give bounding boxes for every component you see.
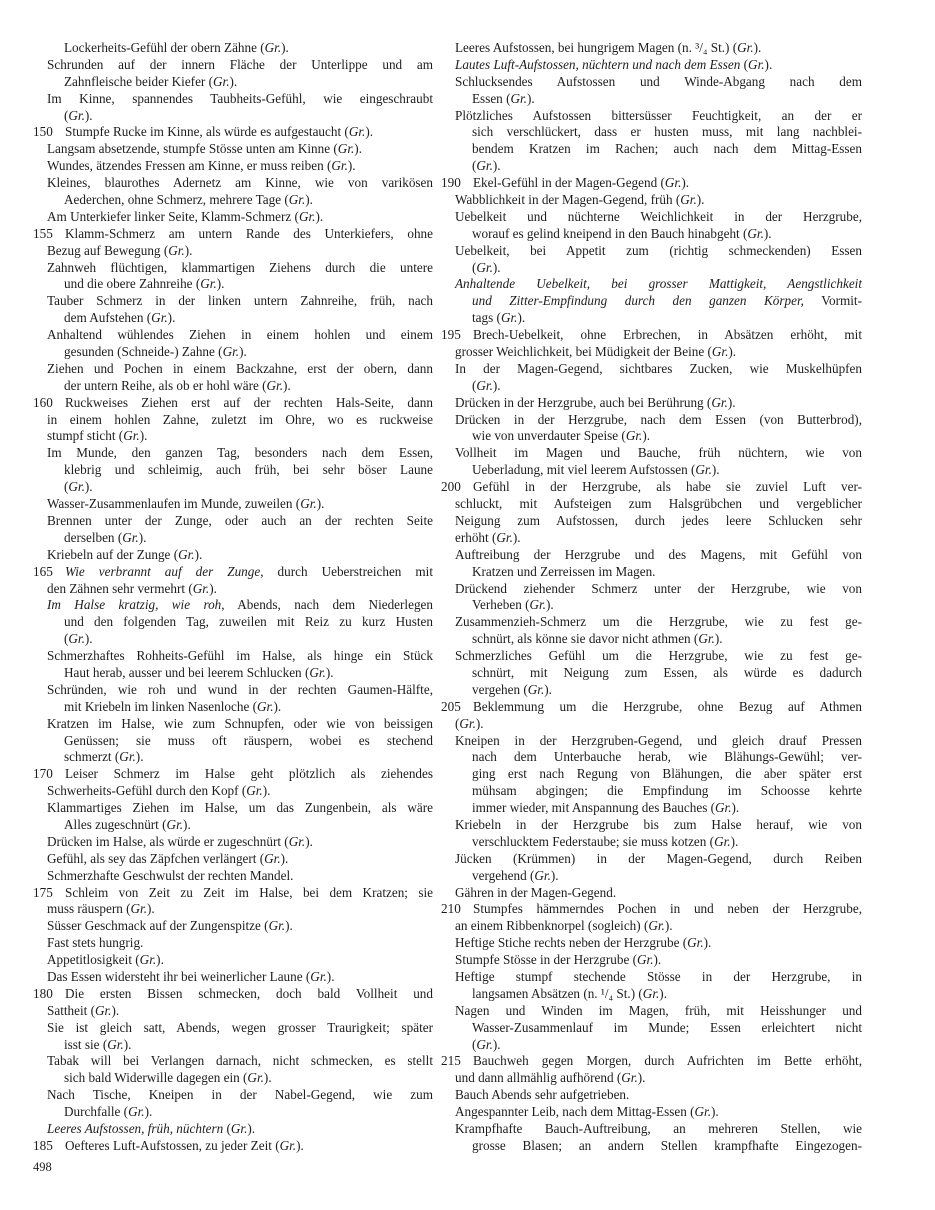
symptom-entry (33, 1087, 433, 1121)
text-line: Schmerzhafte Geschwulst der rechten Mandel. (47, 867, 294, 883)
symptom-entry (33, 918, 433, 935)
text-line: schluckt, mit Aufsteigen zum Halsgrübchen und vergeblicher (455, 496, 862, 512)
symptom-entry (441, 479, 862, 547)
symptom-entry (441, 1104, 862, 1121)
text-line: Alles zugeschnürt (Gr.). (64, 816, 191, 832)
text-line: Brennen unter der Zunge, oder auch an der rechten Seite (47, 512, 433, 528)
symptom-entry (33, 158, 433, 175)
text-line: und dann allmählig aufhörend (Gr.). (455, 1070, 646, 1086)
text-line: 210 Stumpfes hämmerndes Pochen in und neben der Herzgrube, (441, 901, 862, 917)
symptom-entry (441, 445, 862, 479)
text-line: Plötzliches Aufstossen bittersüsser Feuchtigkeit, an der er (455, 107, 862, 123)
text-line: Lautes Luft-Aufstossen, nüchtern und nach dem Essen (Gr.). (455, 56, 773, 72)
text-line: Fast stets hungrig. (47, 935, 144, 951)
symptom-entry (441, 817, 862, 851)
text-line: verschlucktem Federstaube; sie muss kotzen (Gr.). (472, 833, 739, 849)
text-line: Tauber Schmerz in der linken untern Zahnreihe, früh, nach (47, 293, 433, 309)
symptom-entry (441, 243, 862, 277)
symptom-entry (33, 952, 433, 969)
symptom-entry (33, 445, 433, 496)
symptom-entry (33, 361, 433, 395)
symptom-entry (441, 327, 862, 361)
symptom-entry (441, 1003, 862, 1054)
text-line: Kriebeln in der Herzgrube bis zum Halse herauf, wie von (455, 816, 862, 832)
text-line: Kratzen und Zerreissen im Magen. (472, 563, 656, 579)
text-line: Stumpfe Stösse in der Herzgrube (Gr.). (455, 952, 662, 968)
symptom-number: 165 (33, 563, 53, 579)
text-line: 170 Leiser Schmerz im Halse geht plötzlich als ziehendes (33, 766, 433, 782)
text-line: sich verschlückert, dass er husten muss, mit lang nachblei- (472, 124, 862, 140)
text-line: (Gr.). (64, 107, 93, 123)
text-line: Im Munde, den ganzen Tag, besonders nach dem Essen, (47, 445, 433, 461)
text-line: 150 Stumpfe Rucke im Kinne, als würde es aufgestaucht (Gr.). (33, 124, 374, 140)
text-line: Kratzen im Halse, wie zum Schnupfen, oder wie von beissigen (47, 715, 433, 731)
text-line: stumpf sticht (Gr.). (47, 428, 148, 444)
text-line: Wasser-Zusammenlaufen im Munde, zuweilen (Gr.). (47, 496, 325, 512)
text-line: (Gr.). (472, 377, 501, 393)
symptom-entry (441, 276, 862, 327)
text-line: Essen (Gr.). (472, 90, 535, 106)
symptom-entry (33, 91, 433, 125)
text-line: Kleines, blaurothes Adernetz am Kinne, wie von varikösen (47, 175, 433, 191)
symptom-entry (33, 209, 433, 226)
symptom-entry (33, 226, 433, 260)
text-line: Bezug auf Bewegung (Gr.). (47, 242, 193, 258)
symptom-entry (33, 648, 433, 682)
text-line: (Gr.). (472, 1036, 501, 1052)
text-line: grosser Weichlichkeit, bei Müdigkeit der Beine (Gr.). (455, 344, 737, 360)
symptom-number: 215 (441, 1053, 461, 1069)
text-line: Kriebeln auf der Zunge (Gr.). (47, 546, 203, 562)
text-line: Ziehen und Pochen in einem Backzahne, erst der obern, dann (47, 360, 433, 376)
text-line: Im Halse kratzig, wie roh, Abends, nach dem Niederlegen (47, 597, 433, 613)
symptom-number: 180 (33, 985, 53, 1001)
symptom-entry (441, 57, 862, 74)
text-line: 165 Wie verbrannt auf der Zunge, durch Ueberstreichen mit (33, 563, 433, 579)
symptom-entry (33, 851, 433, 868)
text-line: und Zitter-Empfindung durch den ganzen Körper, Vormit- (472, 293, 862, 309)
text-line: Wundes, ätzendes Fressen am Kinne, er muss reiben (Gr.). (47, 158, 356, 174)
text-line: Haut herab, ausser und bei leerem Schlucken (Gr.). (64, 664, 334, 680)
text-line: In der Magen-Gegend, sichtbares Zucken, wie Muskelhüpfen (455, 360, 862, 376)
text-line: 160 Ruckweises Ziehen erst auf der rechten Hals-Seite, dann (33, 394, 433, 410)
text-line: muss räuspern (Gr.). (47, 901, 155, 917)
text-line: Bauch Abends sehr aufgetrieben. (455, 1087, 630, 1103)
symptom-entry (441, 581, 862, 615)
text-line: Klammartiges Ziehen im Halse, um das Zungenbein, als wäre (47, 800, 433, 816)
text-line: Schmerzliches Gefühl um die Herzgrube, wie zu fest ge- (455, 648, 862, 664)
symptom-entry (441, 699, 862, 733)
symptom-entry (441, 969, 862, 1003)
text-line: Krampfhafte Bauch-Auftreibung, an mehreren Stellen, wie (455, 1121, 862, 1136)
text-line: (Gr.). (64, 479, 93, 495)
symptom-entry (441, 192, 862, 209)
text-line: schnürt, als könne sie davor nicht athmen (Gr.). (472, 631, 723, 647)
symptom-entry (441, 648, 862, 699)
text-line: Zahnfleische beider Kiefer (Gr.). (64, 73, 238, 89)
symptom-entry (33, 327, 433, 361)
text-line: Auftreibung der Herzgrube und des Magens, mit Gefühl von (455, 546, 862, 562)
text-line: tags (Gr.). (472, 310, 526, 326)
symptom-entry (33, 124, 433, 141)
text-line: Drückend ziehender Schmerz unter der Herzgrube, wie von (455, 580, 862, 596)
text-line: Nagen und Winden im Magen, früh, mit Heisshunger und (455, 1002, 862, 1018)
symptom-number: 150 (33, 124, 53, 140)
text-line: erhöht (Gr.). (455, 529, 521, 545)
text-line: Heftige stumpf stechende Stösse in der Herzgrube, in (455, 968, 862, 984)
text-line: Durchfalle (Gr.). (64, 1104, 153, 1120)
text-line: Gähren in der Magen-Gegend. (455, 884, 617, 900)
text-line: Leeres Aufstossen, früh, nüchtern (Gr.). (47, 1121, 256, 1136)
symptom-entry (441, 733, 862, 817)
text-line: 185 Oefteres Luft-Aufstossen, zu jeder Zeit (Gr.). (33, 1137, 304, 1153)
text-line: 200 Gefühl in der Herzgrube, als habe sie zuviel Luft ver- (441, 479, 862, 495)
symptom-entry (33, 969, 433, 986)
text-line: Am Unterkiefer linker Seite, Klamm-Schmerz (Gr.). (47, 208, 324, 224)
text-line: Aederchen, ohne Schmerz, mehrere Tage (Gr.). (64, 192, 313, 208)
symptom-entry (33, 175, 433, 209)
symptom-entry (33, 260, 433, 294)
symptom-entry (441, 209, 862, 243)
text-line: Schwerheits-Gefühl durch den Kopf (Gr.). (47, 783, 271, 799)
symptom-entry (441, 361, 862, 395)
text-line: Kneipen in der Herzgruben-Gegend, und gleich drauf Pressen (455, 732, 862, 748)
symptom-entry (441, 74, 862, 108)
text-line: Verheben (Gr.). (472, 597, 554, 613)
text-line: und die obere Zahnreihe (Gr.). (64, 276, 225, 292)
text-line: Ueberladung, mit viel leerem Aufstossen (Gr.). (472, 462, 720, 478)
text-line: 180 Die ersten Bissen schmecken, doch bald Vollheit und (33, 985, 433, 1001)
symptom-entry (441, 935, 862, 952)
text-line: in einem hohlen Zahne, zuletzt im Ohre, wo es ruckweise (47, 411, 433, 427)
text-line: Anhaltende Uebelkeit, bei grosser Mattigkeit, Aengstlichkeit (455, 276, 862, 292)
text-line: 155 Klamm-Schmerz am untern Rande des Unterkiefers, ohne (33, 225, 433, 241)
text-line: schnürt, mit Neigung zum Essen, als würde es dadurch (472, 664, 862, 680)
text-line: Sie ist gleich satt, Abends, wegen grosser Traurigkeit; später (47, 1019, 433, 1035)
text-line: vergehend (Gr.). (472, 867, 559, 883)
symptom-entry (33, 564, 433, 598)
symptom-entry (33, 766, 433, 800)
text-line: 175 Schleim von Zeit zu Zeit im Halse, bei dem Kratzen; sie (33, 884, 433, 900)
symptom-entry (441, 901, 862, 935)
text-line: Das Essen widersteht ihr bei weinerlicher Laune (Gr.). (47, 968, 335, 984)
text-line: bendem Kratzen im Rachen; auch nach dem Mittag-Essen (472, 141, 862, 157)
text-line: ging erst nach Regung von Blähungen, die aber später erst (472, 766, 862, 782)
symptom-entry (33, 597, 433, 648)
symptom-entry (33, 547, 433, 564)
text-line: Wabblichkeit in der Magen-Gegend, früh (Gr.). (455, 192, 705, 208)
symptom-entry (33, 834, 433, 851)
symptom-entry (33, 935, 433, 952)
text-line: Anhaltend wühlendes Ziehen in einem hohlen und einem (47, 327, 433, 343)
symptom-entry (441, 952, 862, 969)
text-line: Drücken im Halse, als würde er zugeschnürt (Gr.). (47, 833, 313, 849)
symptom-entry (33, 868, 433, 885)
text-line: klebrig und schleimig, auch früh, bei sehr böser Laune (64, 462, 433, 478)
text-line: nach dem Unterbauche herab, wie Blähungs-Gewühl; ver- (472, 749, 862, 765)
text-line: Zusammenzieh-Schmerz um die Herzgrube, wie zu fest ge- (455, 614, 862, 630)
page-number: 498 (33, 1160, 52, 1174)
text-line: (Gr.). (64, 631, 93, 647)
text-line: (Gr.). (472, 158, 501, 174)
symptom-entry (33, 293, 433, 327)
text-line: an einem Ribbenknorpel (sogleich) (Gr.). (455, 918, 673, 934)
text-line: mit Kriebeln im linken Nasenloche (Gr.). (64, 698, 282, 714)
symptom-entry (441, 1087, 862, 1104)
text-line: 215 Bauchweh gegen Morgen, durch Aufrichten im Bette erhöht, (441, 1053, 862, 1069)
text-line: Sattheit (Gr.). (47, 1002, 120, 1018)
symptom-number: 205 (441, 698, 461, 714)
text-line: immer wieder, mit Anspannung des Bauches (Gr.). (472, 800, 740, 816)
text-line: Neigung zum Aufstossen, durch jedes leere Schlucken sehr (455, 512, 862, 528)
text-line: Drücken in der Herzgrube, nach dem Essen (von Butterbrod), (455, 411, 862, 427)
text-line: schmerzt (Gr.). (64, 749, 144, 765)
symptom-entry (33, 716, 433, 767)
symptom-entry (33, 141, 433, 158)
symptom-entry (33, 1121, 433, 1138)
text-line: isst sie (Gr.). (64, 1036, 132, 1052)
text-line: dem Aufstehen (Gr.). (64, 310, 176, 326)
symptom-number: 175 (33, 884, 53, 900)
text-line: Schmerzhaftes Rohheits-Gefühl im Halse, als hinge ein Stück (47, 648, 433, 664)
text-line: Vollheit im Magen und Bauche, früh nüchtern, wie von (455, 445, 862, 461)
text-line: Lockerheits-Gefühl der obern Zähne (Gr.). (64, 40, 289, 55)
symptom-number: 160 (33, 394, 53, 410)
symptom-entry (33, 513, 433, 547)
text-line: 190 Ekel-Gefühl in der Magen-Gegend (Gr.). (441, 175, 690, 191)
symptom-entry (33, 986, 433, 1020)
symptom-entry (441, 547, 862, 581)
symptom-entry (33, 1053, 433, 1087)
text-line: Appetitlosigkeit (Gr.). (47, 952, 164, 968)
symptom-entry (441, 40, 862, 57)
text-line: Tabak will bei Verlangen darnach, nicht schmecken, es stellt (47, 1053, 433, 1069)
text-line: Jücken (Krümmen) in der Magen-Gegend, durch Reiben (455, 850, 862, 866)
text-line: Schründen, wie roh und wund in der rechten Gaumen-Hälfte, (47, 681, 433, 697)
text-line: (Gr.). (455, 715, 484, 731)
symptom-entry (33, 1020, 433, 1054)
symptom-entry (33, 1138, 433, 1155)
text-line: den Zähnen sehr vermehrt (Gr.). (47, 580, 217, 596)
text-line: Süsser Geschmack auf der Zungenspitze (Gr.). (47, 918, 293, 934)
symptom-entry (441, 395, 862, 412)
symptom-entry (441, 851, 862, 885)
symptom-entry (441, 614, 862, 648)
text-line: Gefühl, als sey das Zäpfchen verlängert (Gr.). (47, 850, 289, 866)
text-line: mühsam abgingen; die Empfindung im Schoosse kehrte (472, 783, 862, 799)
symptom-entry (441, 1053, 862, 1087)
text-line: gesunden (Schneide-) Zahne (Gr.). (64, 344, 247, 360)
text-line: Nach Tische, Kneipen in der Nabel-Gegend, wie zum (47, 1087, 433, 1103)
symptom-number: 210 (441, 901, 461, 917)
symptom-entry (33, 395, 433, 446)
text-line: Uebelkeit und nüchterne Weichlichkeit in der Herzgrube, (455, 208, 862, 224)
column-right (441, 40, 862, 1155)
symptom-entry (33, 496, 433, 513)
text-line: Schrunden auf der innern Fläche der Unterlippe und am (47, 56, 433, 72)
text-line: worauf es gelind kneipend in den Bauch hinabgeht (Gr.). (472, 225, 772, 241)
text-line: Leeres Aufstossen, bei hungrigem Magen (n. ³/₄ St.) (Gr.). (455, 40, 762, 55)
text-line: Drücken in der Herzgrube, auch bei Berührung (Gr.). (455, 394, 736, 410)
text-line: Schlucksendes Aufstossen und Winde-Abgang nach dem (455, 73, 862, 89)
text-line: Zahnweh flüchtigen, klammartigen Ziehens durch die untere (47, 259, 433, 275)
page-text-columns (33, 40, 862, 1155)
text-line: Im Kinne, spannendes Taubheits-Gefühl, wie eingeschraubt (47, 90, 433, 106)
symptom-entry (33, 682, 433, 716)
symptom-entry (33, 800, 433, 834)
symptom-entry (33, 57, 433, 91)
symptom-number: 200 (441, 479, 461, 495)
text-line: Wasser-Zusammenlauf im Munde; Essen erleichtert nicht (472, 1019, 862, 1035)
text-line: Heftige Stiche rechts neben der Herzgrube (Gr.). (455, 935, 712, 951)
text-line: langsamen Absätzen (n. ¹/₄ St.) (Gr.). (472, 985, 667, 1001)
symptom-number: 190 (441, 175, 461, 191)
symptom-entry (441, 412, 862, 446)
text-line: Angespannter Leib, nach dem Mittag-Essen (Gr.). (455, 1104, 719, 1120)
symptom-number: 185 (33, 1137, 53, 1153)
text-line: (Gr.). (472, 259, 501, 275)
symptom-entry (441, 108, 862, 176)
text-line: Genüssen; sie muss oft räuspern, wobei es stechend (64, 732, 433, 748)
symptom-number: 195 (441, 327, 461, 343)
text-line: grosse Blasen; an andern Stellen krampfhafte Eingezogen- (472, 1137, 862, 1153)
column-left (33, 40, 433, 1155)
symptom-entry (441, 885, 862, 902)
symptom-number: 170 (33, 766, 53, 782)
text-line: 195 Brech-Uebelkeit, ohne Erbrechen, in Absätzen erhöht, mit (441, 327, 862, 343)
text-line: Langsam absetzende, stumpfe Stösse unten am Kinne (Gr.). (47, 141, 362, 157)
text-line: der untern Reihe, als ob er hohl wäre (Gr.). (64, 377, 291, 393)
symptom-entry (441, 1121, 862, 1155)
symptom-entry (441, 175, 862, 192)
symptom-entry (33, 885, 433, 919)
text-line: vergehen (Gr.). (472, 681, 552, 697)
symptom-entry (33, 40, 433, 57)
text-line: Uebelkeit, bei Appetit zum (richtig schmeckenden) Essen (455, 242, 862, 258)
symptom-number: 155 (33, 225, 53, 241)
text-line: und den folgenden Tag, zuweilen mit Reiz zu kurz Husten (64, 614, 433, 630)
text-line: sich bald Widerwille dagegen ein (Gr.). (64, 1070, 272, 1086)
text-line: derselben (Gr.). (64, 529, 147, 545)
text-line: wie von unverdauter Speise (Gr.). (472, 428, 651, 444)
text-line: 205 Beklemmung um die Herzgrube, ohne Bezug auf Athmen (441, 698, 862, 714)
